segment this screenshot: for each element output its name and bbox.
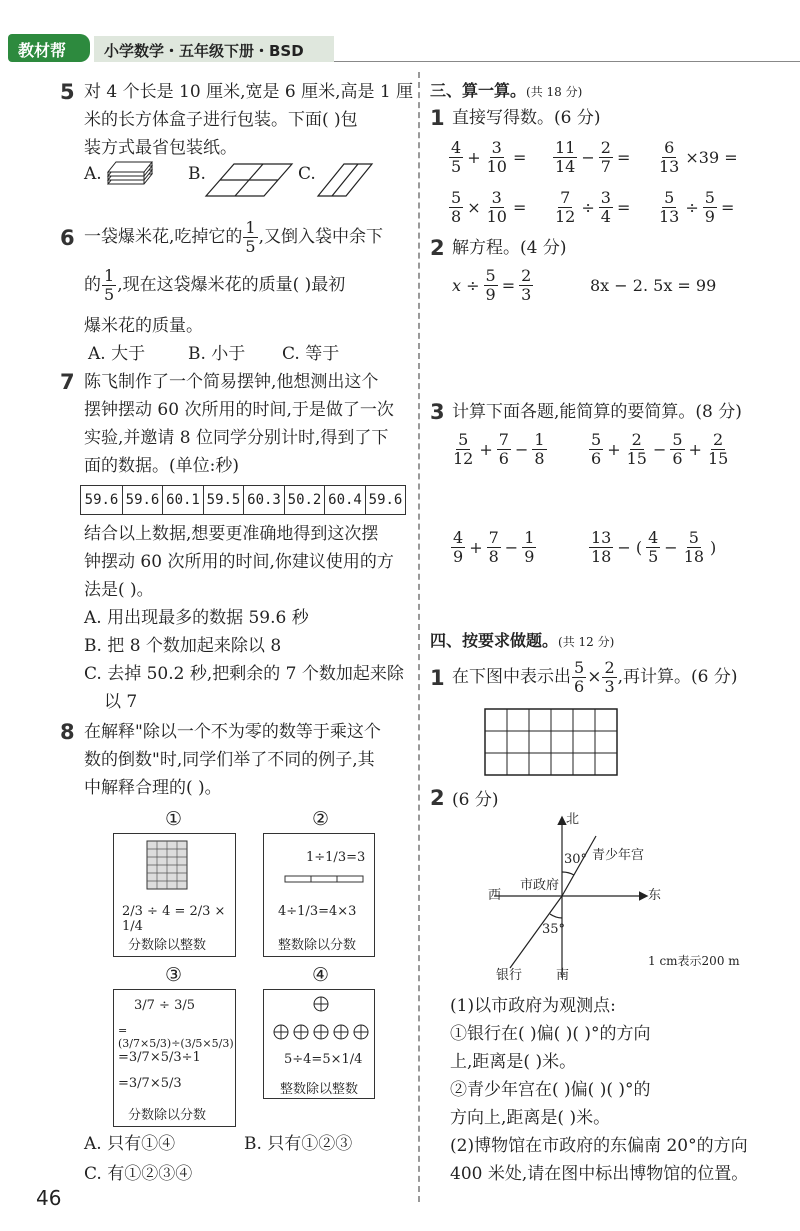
r1-expr-3: $\frac{6}{13}$ ×39 =	[659, 138, 738, 176]
q8-option-c: C. 有①②③④	[84, 1164, 193, 1184]
q7-line1: 陈飞制作了一个简易摆钟,他想测出这个	[84, 372, 379, 392]
q6-line2-b: ,现在这袋爆米花的质量( )最初	[117, 275, 346, 296]
q5-option-b: B.	[188, 164, 206, 184]
q8-box4-equation: 5÷4=5×1/4	[284, 1052, 363, 1067]
table-cell: 60.3	[243, 486, 284, 514]
header-badge-text: 教材帮	[18, 41, 67, 60]
q8-label-4: ④	[312, 964, 330, 986]
q6-frac1-n: 1	[245, 218, 256, 237]
q8-box1-equation: 2/3 ÷ 4 = 2/3 × 1/4	[122, 904, 226, 934]
q8-box-3	[113, 989, 236, 1127]
q5-line1: 对 4 个长是 10 厘米,宽是 6 厘米,高是 1 厘	[84, 82, 414, 102]
q8-line1: 在解释"除以一个不为零的数等于乘这个	[84, 722, 381, 742]
r5-part1-line1: (1)以市政府为观测点:	[450, 996, 616, 1016]
q6-number: 6	[60, 226, 75, 250]
q7-option-c-line2: 以 7	[104, 692, 138, 712]
table-cell: 59.6	[365, 486, 405, 514]
q6-fraction-2	[102, 268, 116, 303]
q5-option-b-figure	[204, 160, 294, 200]
r5-part1-line4: ②青少年宫在( )偏( )( )°的	[450, 1080, 651, 1100]
compass-east: 东	[648, 888, 662, 903]
q8-box3-caption: 分数除以分数	[128, 1108, 207, 1123]
table-cell: 59.5	[203, 486, 243, 514]
q8-line2: 数的倒数"时,同学们举了不同的例子,其	[84, 750, 375, 770]
q6-fraction-1	[243, 220, 257, 255]
label-city-hall: 市政府	[520, 878, 560, 893]
q7-line5: 结合以上数据,想要更准确地得到这次摆	[84, 524, 379, 544]
table-cell: 50.2	[284, 486, 324, 514]
r3-expr-3: $\frac{4}{9}$ + $\frac{7}{8}$ − $\frac{1}{9}$	[453, 528, 535, 566]
q8-box2-bar-figure	[284, 874, 366, 884]
q7-line7: 法是( )。	[84, 580, 154, 600]
q8-number: 8	[60, 720, 75, 744]
q8-line3: 中解释合理的( )。	[84, 778, 222, 798]
table-cell: 60.1	[162, 486, 203, 514]
section-3-title: 三、算一算。	[430, 81, 527, 100]
q6-line2-a: 的	[84, 275, 101, 296]
q5-option-a: A.	[84, 164, 102, 184]
q7-line4: 面的数据。(单位:秒)	[84, 456, 239, 476]
header-line	[334, 61, 800, 62]
q6-line1	[84, 220, 383, 255]
q8-box2-equation-2: 4÷1/3=4×3	[278, 904, 357, 919]
q8-box4-caption: 整数除以整数	[280, 1082, 359, 1097]
q8-label-3: ③	[165, 964, 183, 986]
q8-box-4	[263, 989, 375, 1099]
r4-number: 1	[430, 666, 445, 690]
q5-number: 5	[60, 80, 75, 104]
q8-box2-equation-1: 1÷1/3=3	[306, 850, 366, 865]
r5-part1-line2: ①银行在( )偏( )( )°的方向	[450, 1024, 651, 1044]
q8-box4-circles-figure	[272, 994, 370, 1046]
q7-number: 7	[60, 370, 75, 394]
label-youth-palace: 青少年宫	[592, 848, 645, 863]
q5-option-c: C.	[298, 164, 316, 184]
q6-line3: 爆米花的质量。	[84, 316, 203, 336]
page-number: 46	[36, 1186, 62, 1210]
r1-expr-2: $\frac{11}{14}$ − $\frac{2}{7}$ =	[555, 138, 631, 176]
r2-text: 解方程。(4 分)	[452, 238, 567, 258]
q8-option-a: A. 只有①④	[84, 1134, 176, 1154]
r2-number: 2	[430, 236, 445, 260]
section-3-points: (共 18 分)	[526, 85, 583, 99]
q6-frac1-d: 5	[245, 237, 256, 256]
table-cell: 59.6	[84, 492, 119, 508]
q8-option-b: B. 只有①②③	[244, 1134, 353, 1154]
q8-box2-caption: 整数除以分数	[278, 938, 357, 953]
r3-expr-2: $\frac{5}{6}$ + $\frac{2}{15}$ − $\frac{5}{6}$ + $\frac{2}{15}$	[591, 430, 729, 468]
r1-expr-4: $\frac{5}{8}$ × $\frac{3}{10}$ =	[451, 188, 527, 226]
q5-line2: 米的长方体盒子进行包装。下面( )包	[84, 110, 358, 130]
r4-text-pre: 在下图中表示出	[452, 667, 571, 688]
q6-line2	[84, 268, 345, 303]
r3-expr-4: $\frac{13}{18}$ − ( $\frac{4}{5}$ − $\frac{5}{18}$ )	[591, 528, 717, 566]
r5-text: (6 分)	[452, 790, 499, 810]
q6-frac2-n: 1	[104, 266, 115, 285]
r1-number: 1	[430, 106, 445, 130]
r4-text-post: ,再计算。(6 分)	[617, 667, 738, 688]
r1-expr-6: $\frac{5}{13}$ ÷ $\frac{5}{9}$ =	[659, 188, 735, 226]
r5-part2-line1: (2)博物馆在市政府的东偏南 20°的方向	[450, 1136, 748, 1156]
q6-line1-b: ,又倒入袋中余下	[258, 227, 383, 248]
q8-box-2	[263, 833, 375, 957]
q8-label-1: ①	[165, 808, 183, 830]
q8-box3-line2: =(3/7×5/3)÷(3/5×5/3)	[118, 1024, 234, 1050]
header-bar	[0, 30, 800, 64]
r5-part1-line3: 上,距离是( )米。	[450, 1052, 577, 1072]
r3-number: 3	[430, 400, 445, 424]
section-4-points: (共 12 分)	[558, 635, 615, 649]
r3-expr-1: $\frac{5}{12}$ + $\frac{7}{6}$ − $\frac{1}{8}$	[453, 430, 545, 468]
q7-option-c-line1: C. 去掉 50.2 秒,把剩余的 7 个数加起来除	[84, 664, 404, 684]
q8-box3-line1: 3/7 ÷ 3/5	[134, 998, 196, 1013]
q7-line2: 摆钟摆动 60 次所用的时间,于是做了一次	[84, 400, 394, 420]
r5-part2-line2: 400 米处,请在图中标出博物馆的位置。	[450, 1164, 749, 1184]
q6-line1-a: 一袋爆米花,吃掉它的	[84, 227, 243, 248]
section-3-heading	[430, 78, 582, 101]
header-title: 小学数学・五年级下册・BSD	[104, 42, 304, 60]
q6-option-b: B. 小于	[188, 344, 246, 364]
q8-box1-caption: 分数除以整数	[128, 938, 207, 953]
r5-number: 2	[430, 786, 445, 810]
scale-note: 1 cm表示200 m	[648, 954, 740, 968]
column-divider	[418, 72, 420, 1202]
q7-option-b: B. 把 8 个数加起来除以 8	[84, 636, 282, 656]
q7-line3: 实验,并邀请 8 位同学分别计时,得到了下	[84, 428, 389, 448]
q6-option-c: C. 等于	[282, 344, 340, 364]
q5-option-a-figure	[104, 160, 154, 194]
r1-expr-1: $\frac{4}{5}$ + $\frac{3}{10}$ =	[451, 138, 527, 176]
r5-part1-line5: 方向上,距离是( )米。	[450, 1108, 611, 1128]
angle-35: 35°	[542, 922, 566, 937]
q8-box3-line4: =3/7×5/3	[118, 1076, 182, 1091]
q7-data-table	[80, 485, 406, 515]
table-cell: 59.6	[122, 486, 162, 514]
r1-text: 直接写得数。(6 分)	[452, 108, 601, 128]
label-bank: 银行	[496, 968, 523, 983]
q6-option-a: A. 大于	[88, 344, 146, 364]
q5-option-c-figure	[316, 160, 374, 200]
q7-line6: 钟摆动 60 次所用的时间,你建议使用的方	[84, 552, 394, 572]
section-4-heading	[430, 628, 614, 651]
r4-grid-rectangle[interactable]	[484, 708, 618, 776]
compass-north: 北	[566, 812, 580, 827]
table-cell: 60.4	[324, 486, 365, 514]
r2-equation-1: x ÷ $\frac{5}{9}$ = $\frac{2}{3}$	[452, 266, 532, 304]
r2-equation-2: 8x − 2. 5x = 99	[590, 276, 717, 295]
q8-box3-line3: =3/7×5/3÷1	[118, 1050, 201, 1065]
r1-expr-5: $\frac{7}{12}$ ÷ $\frac{3}{4}$ =	[555, 188, 631, 226]
q8-label-2: ②	[312, 808, 330, 830]
r4-text: 在下图中表示出 $\frac{5}{6}$ × $\frac{2}{3}$ ,再计算。(6 分)	[452, 658, 738, 696]
compass-south: 南	[556, 968, 570, 983]
q8-box-1	[113, 833, 236, 957]
section-4-title: 四、按要求做题。	[430, 631, 559, 650]
q7-option-a: A. 用出现最多的数据 59.6 秒	[84, 608, 309, 628]
q6-frac2-d: 5	[104, 285, 115, 304]
q5-line3: 装方式最省包装纸。	[84, 138, 237, 158]
angle-30: 30°	[564, 852, 588, 867]
q8-box1-grid-figure	[146, 840, 190, 892]
r3-text: 计算下面各题,能简算的要简算。(8 分)	[452, 402, 742, 422]
compass-west: 西	[488, 888, 502, 903]
